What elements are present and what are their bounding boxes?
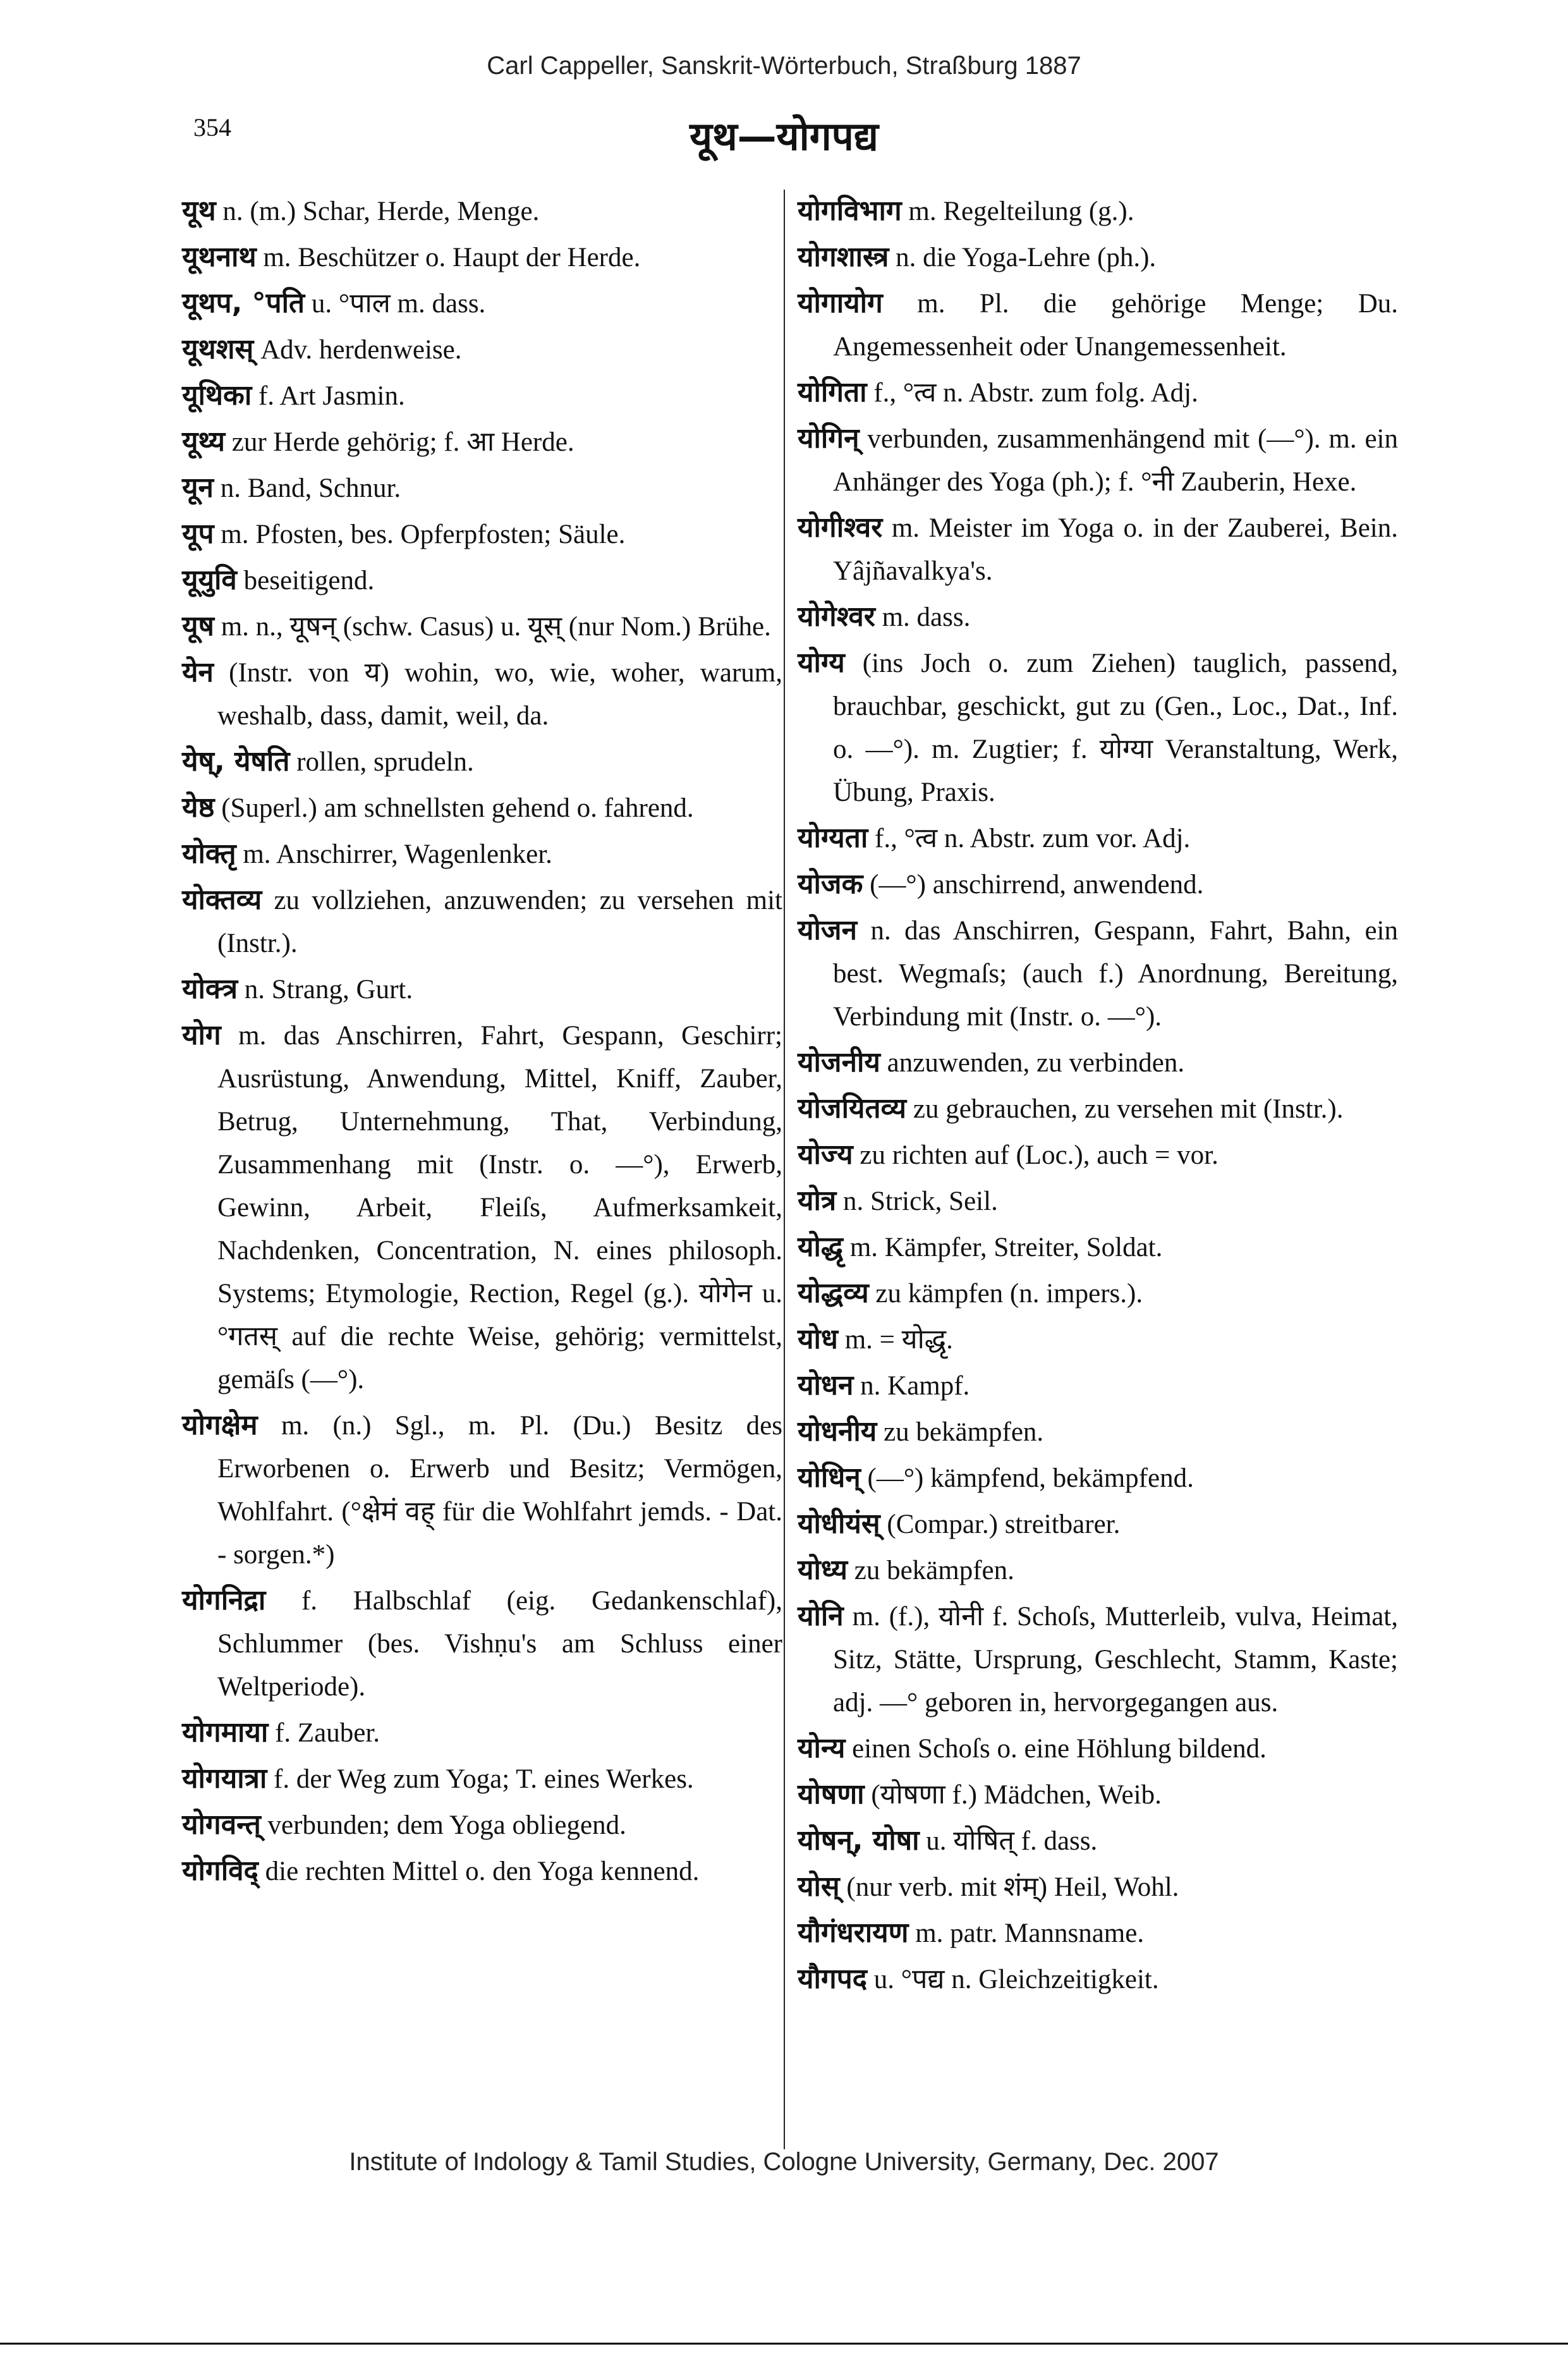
dictionary-entry [182, 1757, 782, 1801]
entry-headword: यौगपद [798, 1963, 868, 1995]
dictionary-entry [798, 1087, 1398, 1131]
dictionary-entry [798, 1318, 1398, 1362]
entry-headword: योस् [798, 1870, 840, 1903]
dictionary-entry [182, 1014, 782, 1401]
dictionary-entry [798, 1456, 1398, 1500]
entry-definition: die rechten Mittel o. den Yoga kennend. [265, 1857, 700, 1886]
entry-headword: योगीश्वर [798, 511, 883, 544]
entry-headword: योगविद् [182, 1855, 258, 1887]
dictionary-entry [182, 605, 782, 649]
dictionary-entry [798, 1133, 1398, 1177]
entry-definition: einen Schoſs o. eine Höhlung bildend. [852, 1734, 1267, 1764]
entry-definition: n. die Yoga-Lehre (ph.). [896, 243, 1157, 272]
entry-definition: u. योषित् f. dass. [926, 1826, 1098, 1856]
entry-headword: योगनिद्रा [182, 1584, 266, 1616]
entry-headword: येन [182, 656, 214, 688]
dictionary-entry [798, 1226, 1398, 1269]
entry-definition: verbunden, zusammenhängend mit (—°). m. ein Anhänger des Yoga (ph.); f. °नी Zauberin, Hexe. [833, 424, 1399, 497]
dictionary-entry [798, 190, 1398, 233]
entry-headword: योग्य [798, 647, 845, 679]
entry-definition: m. = योद्धृ. [844, 1325, 953, 1355]
dictionary-entry [798, 1819, 1398, 1863]
dictionary-entry [798, 909, 1398, 1039]
entry-headword: योजनीय [798, 1046, 880, 1078]
dictionary-entry [798, 1503, 1398, 1546]
institution-footer: Institute of Indology & Tamil Studies, Cologne University, Germany, Dec. 2007 [349, 2148, 1219, 2176]
dictionary-entry [182, 1404, 782, 1577]
entry-headword: योजक [798, 868, 863, 900]
dictionary-entry [798, 417, 1398, 504]
entry-definition: zu gebrauchen, zu versehen mit (Instr.). [913, 1094, 1344, 1124]
dictionary-entry [182, 786, 782, 830]
running-head: यूथ—योगपद्य [690, 113, 878, 159]
entry-headword: योगशास्त्र [798, 241, 889, 273]
dictionary-entry [798, 1041, 1398, 1085]
entry-headword: यौगंधरायण [798, 1917, 909, 1949]
entry-headword: यूथिका [182, 379, 252, 412]
entry-headword: योधन [798, 1369, 854, 1401]
entry-headword: यूथप, °पति [182, 287, 305, 319]
entry-headword: योत्र [798, 1185, 837, 1217]
entry-definition: f. Zauber. [275, 1718, 380, 1748]
entry-definition: beseitigend. [243, 566, 375, 595]
entry-definition: zu richten auf (Loc.), auch = vor. [860, 1140, 1219, 1170]
entry-headword: येष्ठ [182, 791, 215, 824]
dictionary-entry [798, 1865, 1398, 1909]
entry-headword: योक्त्र [182, 973, 238, 1005]
entry-headword: योगवन्त् [182, 1809, 261, 1841]
entry-headword: योगिन् [798, 422, 860, 455]
dictionary-entry [798, 282, 1398, 369]
entry-definition: m. Beschützer o. Haupt der Herde. [263, 243, 641, 272]
entry-headword: योगमाया [182, 1716, 269, 1748]
entry-definition: u. °पद्य n. Gleichzeitigkeit. [873, 1965, 1159, 1994]
dictionary-entry [182, 1803, 782, 1847]
entry-headword: योक्तव्य [182, 884, 262, 916]
entry-headword: योजयितव्य [798, 1092, 907, 1125]
dictionary-entry [182, 740, 782, 784]
entry-headword: योगायोग [798, 287, 883, 319]
entry-headword: यूथ [182, 195, 216, 227]
dictionary-entry [798, 1180, 1398, 1223]
citation-header: Carl Cappeller, Sanskrit-Wörterbuch, Straßburg 1887 [487, 52, 1081, 80]
entry-headword: योधिन् [798, 1461, 861, 1494]
dictionary-entry [182, 1850, 782, 1893]
entry-headword: योगयात्रा [182, 1762, 267, 1795]
dictionary-entry [798, 236, 1398, 279]
entry-headword: योगक्षेम [182, 1409, 258, 1441]
dictionary-entry [798, 1773, 1398, 1817]
dictionary-entry [182, 559, 782, 602]
dictionary-entry [798, 1958, 1398, 2001]
dictionary-entry [182, 467, 782, 510]
entry-definition: zu kämpfen (n. impers.). [875, 1279, 1143, 1309]
entry-headword: योनि [798, 1600, 844, 1632]
entry-definition: m. Regelteilung (g.). [908, 197, 1134, 226]
dictionary-entry [798, 642, 1398, 814]
dictionary-entry [182, 1579, 782, 1709]
dictionary-entry [798, 863, 1398, 906]
entry-definition: m. Pl. die gehörige Menge; Du. Angemessenheit oder Unangemessenheit. [833, 289, 1398, 362]
entry-definition: verbunden; dem Yoga obliegend. [267, 1810, 626, 1840]
dictionary-entry [798, 1549, 1398, 1592]
scan-edge-line [0, 2343, 1568, 2345]
entry-headword: यूप [182, 518, 214, 550]
dictionary-entry [182, 236, 782, 279]
dictionary-entry [182, 1711, 782, 1755]
entry-definition: rollen, sprudeln. [296, 747, 474, 777]
entry-headword: योगिता [798, 376, 867, 408]
entry-headword: योषणा [798, 1778, 865, 1810]
dictionary-entry [182, 879, 782, 965]
entry-definition: n. Kampf. [860, 1371, 970, 1401]
entry-headword: योक्तृ [182, 838, 236, 870]
dictionary-entry [798, 817, 1398, 860]
page-number: 354 [193, 113, 231, 142]
dictionary-entry [798, 1595, 1398, 1724]
entry-definition: m. Kämpfer, Streiter, Soldat. [849, 1233, 1163, 1262]
dictionary-entry [182, 282, 782, 326]
entry-definition: m. das Anschirren, Fahrt, Gespann, Geschirr; Ausrüstung, Anwendung, Mittel, Kniff, Zauber, Betrug, Unternehmung, That, Verbindung, Zusammenhang mit (Instr. o. —°), Erwerb, Gewinn, Arbeit, Fleiſs, Aufmerksamkeit, Nachdenken, Concentration, N. eines philosoph. Systems; Etymologie, Rection, Regel (g.). योगेन u. °गतस् auf die rechte Weise, gehörig; vermittelst, gemäſs (—°). [217, 1021, 783, 1394]
entry-definition: m. (f.), योनी f. Schoſs, Mutterleib, vulva, Heimat, Sitz, Stätte, Ursprung, Geschlecht, Stamm, Kaste; adj. —° geboren in, hervorgegangen aus. [833, 1602, 1399, 1717]
dictionary-entry [182, 513, 782, 556]
entry-definition: m. Pfosten, bes. Opferpfosten; Säule. [221, 520, 626, 549]
entry-definition: Adv. herdenweise. [260, 335, 462, 365]
entry-definition: f., °त्व n. Abstr. zum vor. Adj. [875, 824, 1191, 853]
entry-headword: योषन्, योषा [798, 1824, 920, 1857]
entry-definition: (ins Joch o. zum Ziehen) tauglich, passend, brauchbar, geschickt, gut zu (Gen., Loc., Dat., Inf. o. —°). m. Zugtier; f. योग्या Veranstaltung, Werk, Übung, Praxis. [833, 649, 1398, 807]
entry-headword: योग्यता [798, 822, 868, 854]
entry-definition: n. Band, Schnur. [220, 473, 401, 503]
entry-headword: योधनीय [798, 1415, 877, 1448]
entry-definition: (Superl.) am schnellsten gehend o. fahrend. [221, 793, 694, 823]
entry-headword: योन्य [798, 1732, 846, 1764]
entry-definition: m. n., यूषन् (schw. Casus) u. यूस् (nur Nom.) Brühe. [221, 612, 771, 642]
entry-headword: योद्धृ [798, 1231, 844, 1263]
entry-definition: m. (n.) Sgl., m. Pl. (Du.) Besitz des Erworbenen o. Erwerb und Besitz; Vermögen, Wohlfahrt. (°क्षेमं वह् für die Wohlfahrt jemds. - Dat. - sorgen.*) [217, 1411, 783, 1570]
entry-headword: योज्य [798, 1138, 853, 1171]
entry-definition: f. Halbschlaf (eig. Gedankenschlaf), Schlummer (bes. Vishṇu's am Schluss einer Weltperiode). [217, 1586, 782, 1702]
entry-headword: योध [798, 1323, 838, 1355]
entry-headword: यूथशस् [182, 333, 254, 365]
entry-definition: anzuwenden, zu verbinden. [887, 1048, 1185, 1078]
dictionary-entry [798, 1364, 1398, 1408]
entry-headword: यूष [182, 610, 214, 642]
entry-definition: (Compar.) streitbarer. [887, 1510, 1121, 1539]
entry-definition: (Instr. von य) wohin, wo, wie, woher, warum, weshalb, dass, damit, weil, da. [217, 658, 782, 731]
entry-definition: f., °त्व n. Abstr. zum folg. Adj. [873, 378, 1198, 408]
entry-headword: योधीयंस् [798, 1508, 880, 1540]
entry-definition: n. (m.) Schar, Herde, Menge. [222, 197, 540, 226]
entry-definition: n. Strick, Seil. [842, 1187, 998, 1216]
entry-headword: यूयुवि [182, 564, 237, 596]
dictionary-entry [798, 1410, 1398, 1454]
entry-headword: योद्धव्य [798, 1277, 869, 1309]
entry-headword: येष्, येषति [182, 745, 290, 778]
dictionary-entry [182, 968, 782, 1011]
entry-headword: योजन [798, 914, 857, 946]
entry-definition: (—°) anschirrend, anwendend. [870, 870, 1204, 900]
entry-definition: f. Art Jasmin. [258, 381, 405, 411]
entry-definition: (—°) kämpfend, bekämpfend. [867, 1463, 1194, 1493]
dictionary-entry [798, 506, 1398, 593]
entry-definition: n. das Anschirren, Gespann, Fahrt, Bahn, ein best. Wegmaſs; (auch f.) Anordnung, Bereitung, Verbindung mit (Instr. o. —°). [833, 916, 1399, 1032]
dictionary-entry [798, 1912, 1398, 1955]
left-column [182, 190, 782, 1896]
entry-definition: f. der Weg zum Yoga; T. eines Werkes. [274, 1764, 694, 1794]
entry-definition: zu bekämpfen. [884, 1417, 1044, 1447]
entry-headword: योध्य [798, 1554, 848, 1586]
entry-definition: u. °पाल m. dass. [311, 289, 486, 319]
dictionary-entry [182, 328, 782, 372]
dictionary-entry [798, 1272, 1398, 1315]
entry-definition: m. Anschirrer, Wagenlenker. [243, 839, 552, 869]
entry-definition: m. dass. [882, 602, 971, 632]
entry-headword: योगविभाग [798, 195, 902, 227]
column-divider [784, 190, 785, 2149]
dictionary-entry [182, 374, 782, 418]
dictionary-entry [798, 1727, 1398, 1771]
right-column [798, 190, 1398, 2004]
entry-definition: m. patr. Mannsname. [915, 1919, 1145, 1948]
dictionary-entry [182, 833, 782, 876]
entry-headword: यूथनाथ [182, 241, 257, 273]
dictionary-entry [182, 651, 782, 738]
entry-headword: यूथ्य [182, 425, 226, 458]
dictionary-entry [182, 190, 782, 233]
dictionary-entry [798, 595, 1398, 639]
dictionary-entry [798, 371, 1398, 415]
entry-definition: n. Strang, Gurt. [244, 975, 413, 1004]
entry-headword: यून [182, 472, 214, 504]
entry-headword: योगेश्वर [798, 601, 875, 633]
entry-headword: योग [182, 1019, 221, 1051]
entry-definition: (योषणा f.) Mädchen, Weib. [871, 1780, 1162, 1810]
entry-definition: zu bekämpfen. [854, 1556, 1014, 1585]
entry-definition: m. Meister im Yoga o. in der Zauberei, Bein. Yâjñavalkya's. [833, 513, 1398, 586]
entry-definition: (nur verb. mit शंम्) Heil, Wohl. [846, 1872, 1179, 1902]
entry-definition: zur Herde gehörig; f. आ Herde. [231, 427, 574, 457]
entry-definition: zu vollziehen, anzuwenden; zu versehen mit (Instr.). [217, 886, 783, 958]
dictionary-entry [182, 420, 782, 464]
